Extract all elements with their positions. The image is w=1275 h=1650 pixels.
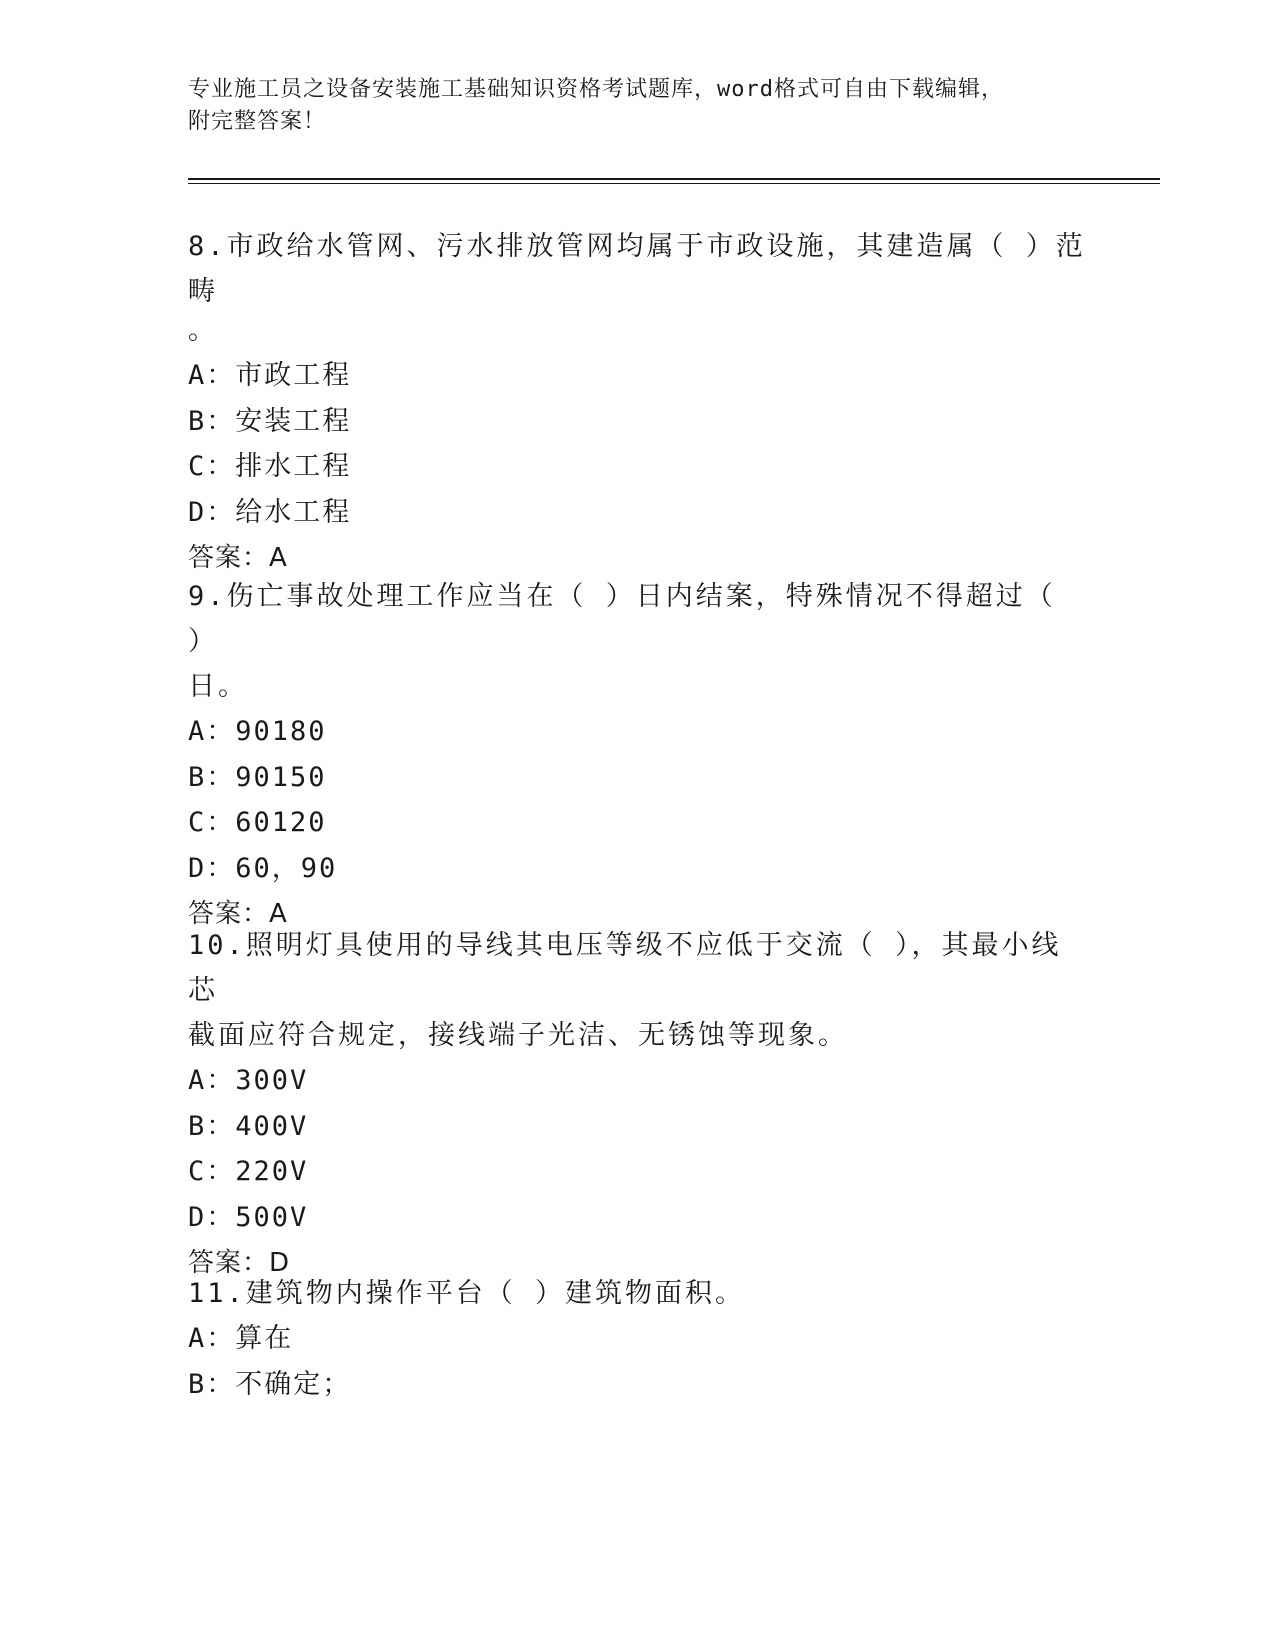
header-divider-thick — [188, 178, 1160, 180]
option-b: B：400V — [188, 1110, 309, 1142]
option-d: D：60，90 — [188, 852, 338, 884]
question-text — [188, 1271, 1088, 1316]
option-a: A：市政工程 — [188, 360, 352, 391]
question-number: 11. — [188, 1278, 246, 1309]
answer-line: 答案：A — [188, 543, 288, 573]
option-d: D：给水工程 — [188, 496, 352, 528]
answer-line: 答案：A — [188, 899, 288, 929]
question-11 — [188, 1271, 1088, 1407]
question-8 — [188, 224, 1088, 581]
header-line-2: 附完整答案！ — [188, 109, 327, 134]
question-text — [188, 574, 1088, 664]
option-a: A：300V — [188, 1065, 309, 1096]
question-text-line-1: 市政给水管网、污水排放管网均属于市政设施，其建造属（ ）范畴 — [188, 231, 1086, 307]
answer-line: 答案：D — [188, 1248, 291, 1278]
option-b: B：不确定； — [188, 1368, 352, 1400]
option-c: C：60120 — [188, 807, 327, 838]
option-b: B：90150 — [188, 761, 327, 793]
header-divider-thin — [188, 183, 1160, 184]
document-header — [188, 74, 1068, 138]
option-b: B：安装工程 — [188, 405, 352, 437]
option-d: D：500V — [188, 1201, 309, 1233]
question-text-line-1: 伤亡事故处理工作应当在（ ）日内结案，特殊情况不得超过（ ） — [188, 581, 1056, 657]
question-number: 8. — [188, 231, 227, 262]
question-text-line-1: 建筑物内操作平台（ ）建筑物面积。 — [245, 1278, 746, 1309]
option-a: A：算在 — [188, 1323, 294, 1354]
question-text — [188, 224, 1088, 314]
question-text-line-2: 截面应符合规定，接线端子光洁、无锈蚀等现象。 — [188, 1020, 848, 1051]
question-10 — [188, 923, 1088, 1286]
question-number: 10. — [188, 930, 246, 961]
question-text-line-1: 照明灯具使用的导线其电压等级不应低于交流（ ），其最小线芯 — [188, 930, 1062, 1006]
header-line-1: 专业施工员之设备安装施工基础知识资格考试题库，word格式可自由下载编辑， — [188, 77, 1004, 102]
question-9 — [188, 574, 1088, 937]
option-a: A：90180 — [188, 716, 327, 747]
option-c: C：220V — [188, 1156, 309, 1187]
option-c: C：排水工程 — [188, 451, 352, 482]
question-text-line-2: 。 — [188, 315, 218, 346]
question-number: 9. — [188, 581, 227, 612]
question-text — [188, 923, 1088, 1013]
question-text-line-2: 日。 — [188, 671, 248, 702]
